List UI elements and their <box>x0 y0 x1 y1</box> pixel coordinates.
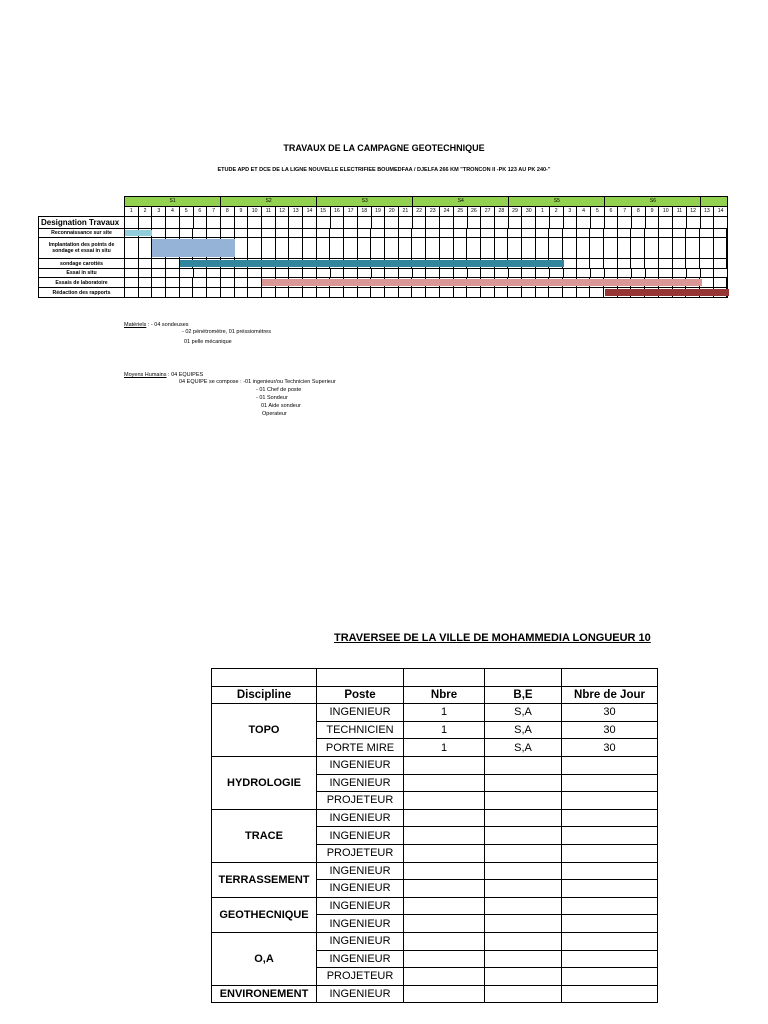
day-header: 6 <box>194 207 208 216</box>
day-header: 22 <box>413 207 427 216</box>
table-cell: 30 <box>562 704 658 722</box>
day-header: 18 <box>358 207 372 216</box>
table-cell: INGENIEUR <box>317 950 404 968</box>
week-row <box>124 196 728 206</box>
table-cell <box>404 968 485 986</box>
day-header: 9 <box>235 207 249 216</box>
day-header: 12 <box>687 207 701 216</box>
day-header: 21 <box>399 207 413 216</box>
table-cell <box>485 915 562 933</box>
day-header: 6 <box>605 207 619 216</box>
day-header: 8 <box>632 207 646 216</box>
table-cell <box>485 809 562 827</box>
table-cell: INGENIEUR <box>317 756 404 774</box>
discipline-cell: TOPO <box>212 704 317 757</box>
gantt-task-row <box>38 269 728 278</box>
materiels-notes <box>124 322 271 346</box>
day-header: 5 <box>591 207 605 216</box>
day-header: 2 <box>139 207 153 216</box>
table-cell: INGENIEUR <box>317 809 404 827</box>
task-label: Implantation des points de sondage et essai in situ <box>39 238 125 258</box>
table-cell <box>562 862 658 880</box>
week-header: S5 <box>509 197 605 206</box>
table-cell: S,A <box>485 721 562 739</box>
table-cell: S,A <box>485 739 562 757</box>
day-header: 11 <box>673 207 687 216</box>
day-header: 3 <box>564 207 578 216</box>
staff-table-title: TRAVERSEE DE LA VILLE DE MOHAMMEDIA LONGUEUR 10 <box>334 632 651 644</box>
table-cell <box>562 880 658 898</box>
table-cell: INGENIEUR <box>317 915 404 933</box>
day-header: 28 <box>495 207 509 216</box>
table-cell <box>562 915 658 933</box>
table-cell <box>485 827 562 845</box>
table-header-row <box>212 686 658 704</box>
materiels-line-3: 01 pelle mécanique <box>184 339 232 345</box>
table-cell <box>485 968 562 986</box>
table-cell <box>404 792 485 810</box>
table-cell <box>562 792 658 810</box>
table-cell <box>485 880 562 898</box>
discipline-cell: HYDROLOGIE <box>212 756 317 809</box>
table-cell <box>562 809 658 827</box>
table-cell <box>404 880 485 898</box>
table-cell <box>485 792 562 810</box>
table-cell: INGENIEUR <box>317 862 404 880</box>
moyens-line-3: - 01 Chef de poste <box>256 387 302 393</box>
table-cell: INGENIEUR <box>317 704 404 722</box>
column-header: Discipline <box>212 686 317 704</box>
task-bar <box>605 289 729 296</box>
table-cell <box>485 985 562 1003</box>
day-header: 12 <box>276 207 290 216</box>
gantt-title: TRAVAUX DE LA CAMPAGNE GEOTECHNIQUE <box>283 143 485 153</box>
week-header: S3 <box>317 197 413 206</box>
moyens-line-2: 04 EQUIPE se compose : -01 ingenieur/ou Technicien Superieur <box>179 379 336 385</box>
day-header: 26 <box>468 207 482 216</box>
day-header: 5 <box>180 207 194 216</box>
table-cell <box>212 669 317 687</box>
day-header: 10 <box>248 207 262 216</box>
day-header: 23 <box>426 207 440 216</box>
moyens-line-5: 01 Aide sondeur <box>261 403 301 409</box>
day-header: 2 <box>550 207 564 216</box>
discipline-cell: TRACE <box>212 809 317 862</box>
table-cell: PORTE MIRE <box>317 739 404 757</box>
table-cell <box>562 897 658 915</box>
table-cell <box>562 950 658 968</box>
discipline-cell: ENVIRONEMENT <box>212 985 317 1003</box>
table-cell <box>562 932 658 950</box>
moyens-line-4: - 01 Sondeur <box>256 395 288 401</box>
day-header: 7 <box>207 207 221 216</box>
table-cell <box>485 844 562 862</box>
gantt-task-row <box>38 278 728 288</box>
table-cell: PROJETEUR <box>317 968 404 986</box>
table-cell <box>404 809 485 827</box>
materiels-line-1: : - 04 sondeuses <box>146 322 189 328</box>
day-header: 4 <box>166 207 180 216</box>
day-header: 16 <box>331 207 345 216</box>
day-header: 10 <box>659 207 673 216</box>
table-cell: INGENIEUR <box>317 897 404 915</box>
table-cell: 30 <box>562 739 658 757</box>
materiels-line-2: - 02 pénétromètre, 01 préssiomètres <box>182 329 271 335</box>
gantt-task-row <box>38 229 728 238</box>
task-label: Rédaction des rapports <box>39 288 125 297</box>
table-cell <box>562 669 658 687</box>
day-header: 20 <box>385 207 399 216</box>
day-header: 29 <box>509 207 523 216</box>
day-header: 4 <box>577 207 591 216</box>
task-label: Reconnaissance sur site <box>39 229 125 237</box>
day-header: 14 <box>303 207 317 216</box>
table-cell: PROJETEUR <box>317 792 404 810</box>
table-cell <box>404 897 485 915</box>
table-cell <box>562 774 658 792</box>
table-cell <box>404 669 485 687</box>
column-header: Nbre <box>404 686 485 704</box>
table-row <box>212 985 658 1003</box>
day-header: 25 <box>454 207 468 216</box>
task-label: Essais de laboratoire <box>39 278 125 287</box>
gantt-task-row <box>38 259 728 269</box>
table-cell: INGENIEUR <box>317 932 404 950</box>
table-cell <box>404 844 485 862</box>
day-header: 9 <box>646 207 660 216</box>
table-cell: 1 <box>404 721 485 739</box>
table-cell <box>562 827 658 845</box>
gantt-rows <box>38 216 728 298</box>
designation-header: Designation Travaux <box>39 217 125 228</box>
table-cell <box>485 862 562 880</box>
discipline-cell: TERRASSEMENT <box>212 862 317 897</box>
day-header: 11 <box>262 207 276 216</box>
table-cell: 30 <box>562 721 658 739</box>
table-cell <box>404 932 485 950</box>
table-cell: TECHNICIEN <box>317 721 404 739</box>
gantt-subtitle: ETUDE APD ET DCE DE LA LIGNE NOUVELLE ELECTRIFIEE BOUMEDFAA / DJELFA 266 KM "TRONCON II -PK 123 AU PK 240-" <box>217 167 551 173</box>
moyens-line-1: : 04 EQUIPES <box>166 372 204 378</box>
week-header <box>701 197 715 206</box>
week-header: S1 <box>125 197 221 206</box>
table-cell <box>404 985 485 1003</box>
task-bar <box>125 230 152 236</box>
table-cell <box>562 756 658 774</box>
moyens-notes <box>124 372 336 418</box>
week-header: S4 <box>413 197 509 206</box>
gantt-header <box>124 196 728 217</box>
moyens-label: Moyens Humains <box>124 372 167 378</box>
table-cell: INGENIEUR <box>317 827 404 845</box>
table-cell <box>485 897 562 915</box>
table-row <box>212 704 658 722</box>
table-row <box>212 862 658 880</box>
table-cell <box>562 968 658 986</box>
table-cell <box>562 985 658 1003</box>
moyens-line-6: Operateur <box>262 411 287 417</box>
task-bar <box>262 279 701 286</box>
table-cell <box>404 950 485 968</box>
table-cell <box>404 774 485 792</box>
day-header: 13 <box>289 207 303 216</box>
table-cell <box>485 950 562 968</box>
discipline-cell: GEOTHECNIQUE <box>212 897 317 932</box>
task-bar <box>180 260 564 267</box>
table-cell <box>485 669 562 687</box>
staff-table <box>211 668 658 1003</box>
day-header: 1 <box>536 207 550 216</box>
table-row <box>212 756 658 774</box>
day-header: 1 <box>125 207 139 216</box>
table-cell <box>485 932 562 950</box>
table-row <box>212 809 658 827</box>
gantt-header-row <box>38 216 728 229</box>
day-header: 8 <box>221 207 235 216</box>
table-row <box>212 669 658 687</box>
column-header: B,E <box>485 686 562 704</box>
table-cell: 1 <box>404 739 485 757</box>
table-cell: INGENIEUR <box>317 985 404 1003</box>
week-header: S6 <box>605 197 701 206</box>
column-header: Poste <box>317 686 404 704</box>
day-header: 15 <box>317 207 331 216</box>
table-cell <box>404 827 485 845</box>
day-header: 3 <box>152 207 166 216</box>
week-header: S2 <box>221 197 317 206</box>
day-header: 19 <box>372 207 386 216</box>
table-cell <box>485 774 562 792</box>
gantt-task-row <box>38 288 728 298</box>
table-cell: PROJETEUR <box>317 844 404 862</box>
day-header: 14 <box>717 208 724 214</box>
day-header: 24 <box>440 207 454 216</box>
table-row <box>212 932 658 950</box>
day-header: 17 <box>344 207 358 216</box>
day-header: 7 <box>618 207 632 216</box>
task-bar <box>152 239 234 257</box>
table-row <box>212 897 658 915</box>
task-label: sondage carottés <box>39 259 125 268</box>
day-header: 30 <box>522 207 536 216</box>
table-cell: S,A <box>485 704 562 722</box>
table-cell <box>562 844 658 862</box>
table-cell: INGENIEUR <box>317 774 404 792</box>
gantt-task-row <box>38 238 728 259</box>
table-cell <box>404 862 485 880</box>
discipline-cell: O,A <box>212 932 317 985</box>
day-header: 13 <box>701 207 715 216</box>
table-cell: 1 <box>404 704 485 722</box>
table-cell <box>404 915 485 933</box>
day-header: 27 <box>481 207 495 216</box>
table-cell: INGENIEUR <box>317 880 404 898</box>
column-header: Nbre de Jour <box>562 686 658 704</box>
table-cell <box>317 669 404 687</box>
table-cell <box>485 756 562 774</box>
task-label: Essai in situ <box>39 269 125 277</box>
materiels-label: Matériels <box>124 322 147 328</box>
table-cell <box>404 756 485 774</box>
